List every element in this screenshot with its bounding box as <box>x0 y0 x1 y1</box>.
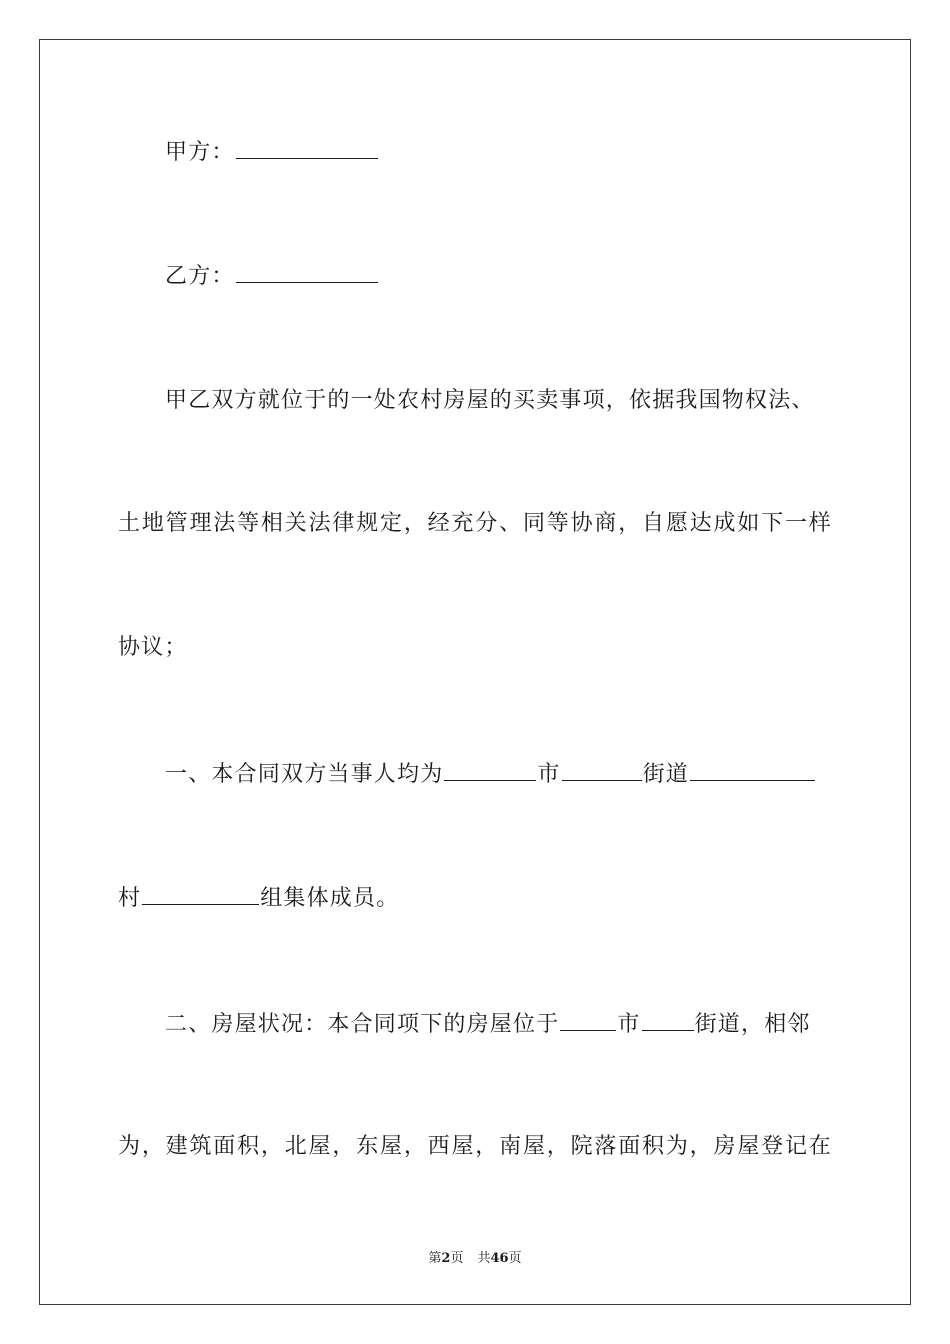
clause-1-group-text: 组集体成员。 <box>260 886 400 911</box>
page-suffix: 页 <box>450 1251 464 1266</box>
clause-1-village-label: 村 <box>118 886 142 911</box>
village-blank <box>690 760 815 781</box>
page-border <box>39 39 911 1305</box>
party-a-line <box>165 138 379 168</box>
total-suffix: 页 <box>508 1251 522 1266</box>
clause-1-text: 一、本合同双方当事人均为 <box>165 762 444 787</box>
total-prefix: 共 <box>477 1251 491 1266</box>
intro-line-1: 甲乙双方就位于的一处农村房屋的买卖事项，依据我国物权法、 <box>165 388 815 413</box>
group-blank <box>142 884 259 905</box>
clause-1-city-label: 市 <box>537 762 561 787</box>
city-blank <box>444 760 536 781</box>
party-a-label: 甲方： <box>165 140 235 165</box>
intro-line-2: 土地管理法等相关法律规定，经充分、同等协商，自愿达成如下一样 <box>118 511 832 536</box>
page-number: 2 <box>441 1251 451 1266</box>
clause-1-street-label: 街道 <box>642 762 690 787</box>
clause-2-line <box>165 1010 811 1040</box>
party-b-blank <box>236 262 378 283</box>
clause-1-continuation <box>118 884 399 914</box>
page-prefix: 第 <box>428 1251 442 1266</box>
clause-2-line-2: 为，建筑面积，北屋，东屋，西屋，南屋，院落面积为，房屋登记在 <box>118 1134 832 1159</box>
total-pages: 46 <box>490 1251 509 1266</box>
party-a-blank <box>236 138 378 159</box>
party-b-line <box>165 262 379 292</box>
clause-1-line <box>165 760 816 790</box>
party-b-label: 乙方： <box>165 264 235 289</box>
house-city-blank <box>560 1010 616 1031</box>
house-street-blank <box>642 1010 694 1031</box>
clause-2-text: 二、房屋状况：本合同项下的房屋位于 <box>165 1012 560 1037</box>
clause-2-city-label: 市 <box>617 1012 641 1037</box>
street-blank <box>562 760 642 781</box>
intro-line-3: 协议； <box>118 635 188 660</box>
clause-2-street-label: 街道，相邻 <box>694 1012 811 1037</box>
page-footer <box>0 1247 950 1266</box>
